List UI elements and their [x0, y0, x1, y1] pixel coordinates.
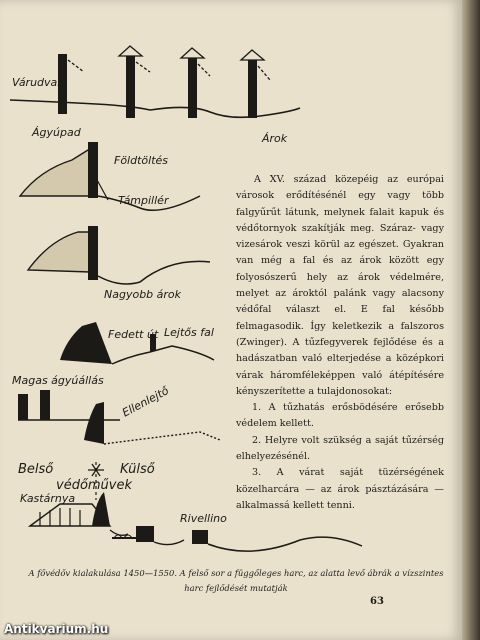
row2-rampart — [20, 142, 200, 210]
label-arok-top: Árok — [262, 132, 288, 145]
label-belso: Belső — [18, 462, 54, 477]
book-spine — [462, 0, 480, 640]
paragraph-1: A XV. század közepéig az európai városok erődítésénél egy vagy több falgyűrűt látunk, melynek falait kapuk és védőtornyok szakítják meg. Száraz- vagy vizesárok veszi körül az egészet. Gyakran van még a fal és az árok között egy folyosószerű hely az árok védelmére, melyet az ároktól palánk vagy alacsony védőfal választ el. E fal később felmagasodik. Így keletkezik a falszoros (Zwinger). A tűzfegyverek fejlődése és a hadászatban való elterjedése a középkori várak háromféleképpen való átépítésére kényszerítette a tulajdonosokat: — [236, 174, 444, 397]
page-number: 63 — [370, 596, 384, 607]
label-varudvar: Várudvar — [12, 76, 62, 89]
label-ellenlejto: Ellenlejtő — [120, 384, 171, 420]
label-rivellino: Rivellino — [180, 512, 227, 525]
label-lejtos-fal: Lejtős fal — [164, 326, 214, 339]
row3-ditch — [28, 226, 210, 284]
list-item-3: 3. A várat saját tüzérségének közelharcára — az árok pásztázására — alkalmassá kellett tenni. — [236, 467, 444, 511]
label-agyupad: Ágyúpad — [32, 126, 81, 139]
watermark: Antikvarium.hu — [4, 622, 109, 636]
body-text — [236, 172, 444, 514]
list-item-2: 2. Helyre volt szükség a saját tűzérség elhelyezésénél. — [236, 434, 444, 463]
figure-caption: A fővédőv kialakulása 1450—1550. A felső sor a függőleges harc, az alatta levő ábrák a vízszintes harc fejlődését mutatják — [28, 568, 444, 593]
tower-roofs — [68, 46, 270, 80]
list-item-1: 1. A tűzhatás erősbödésére erősebb védelem kellett. — [236, 402, 444, 430]
label-fedett-ut: Fedett út — [108, 328, 159, 341]
label-foldtoltes: Földtöltés — [114, 154, 169, 167]
tower-3 — [188, 58, 197, 118]
label-kulso: Külső — [120, 462, 155, 477]
label-nagyobb-arok: Nagyobb árok — [104, 288, 182, 301]
label-magas-agyuallas: Magas ágyúállás — [12, 374, 104, 387]
label-kasztanya: Kastárnya — [20, 492, 76, 505]
label-tampiller: Támpillér — [118, 194, 169, 207]
tower-2 — [126, 56, 135, 118]
row5-gun-platform — [18, 390, 220, 444]
label-vedomuvek: védőművek — [56, 478, 133, 493]
ground-line-row1b — [150, 107, 300, 117]
tower-4 — [248, 60, 257, 118]
